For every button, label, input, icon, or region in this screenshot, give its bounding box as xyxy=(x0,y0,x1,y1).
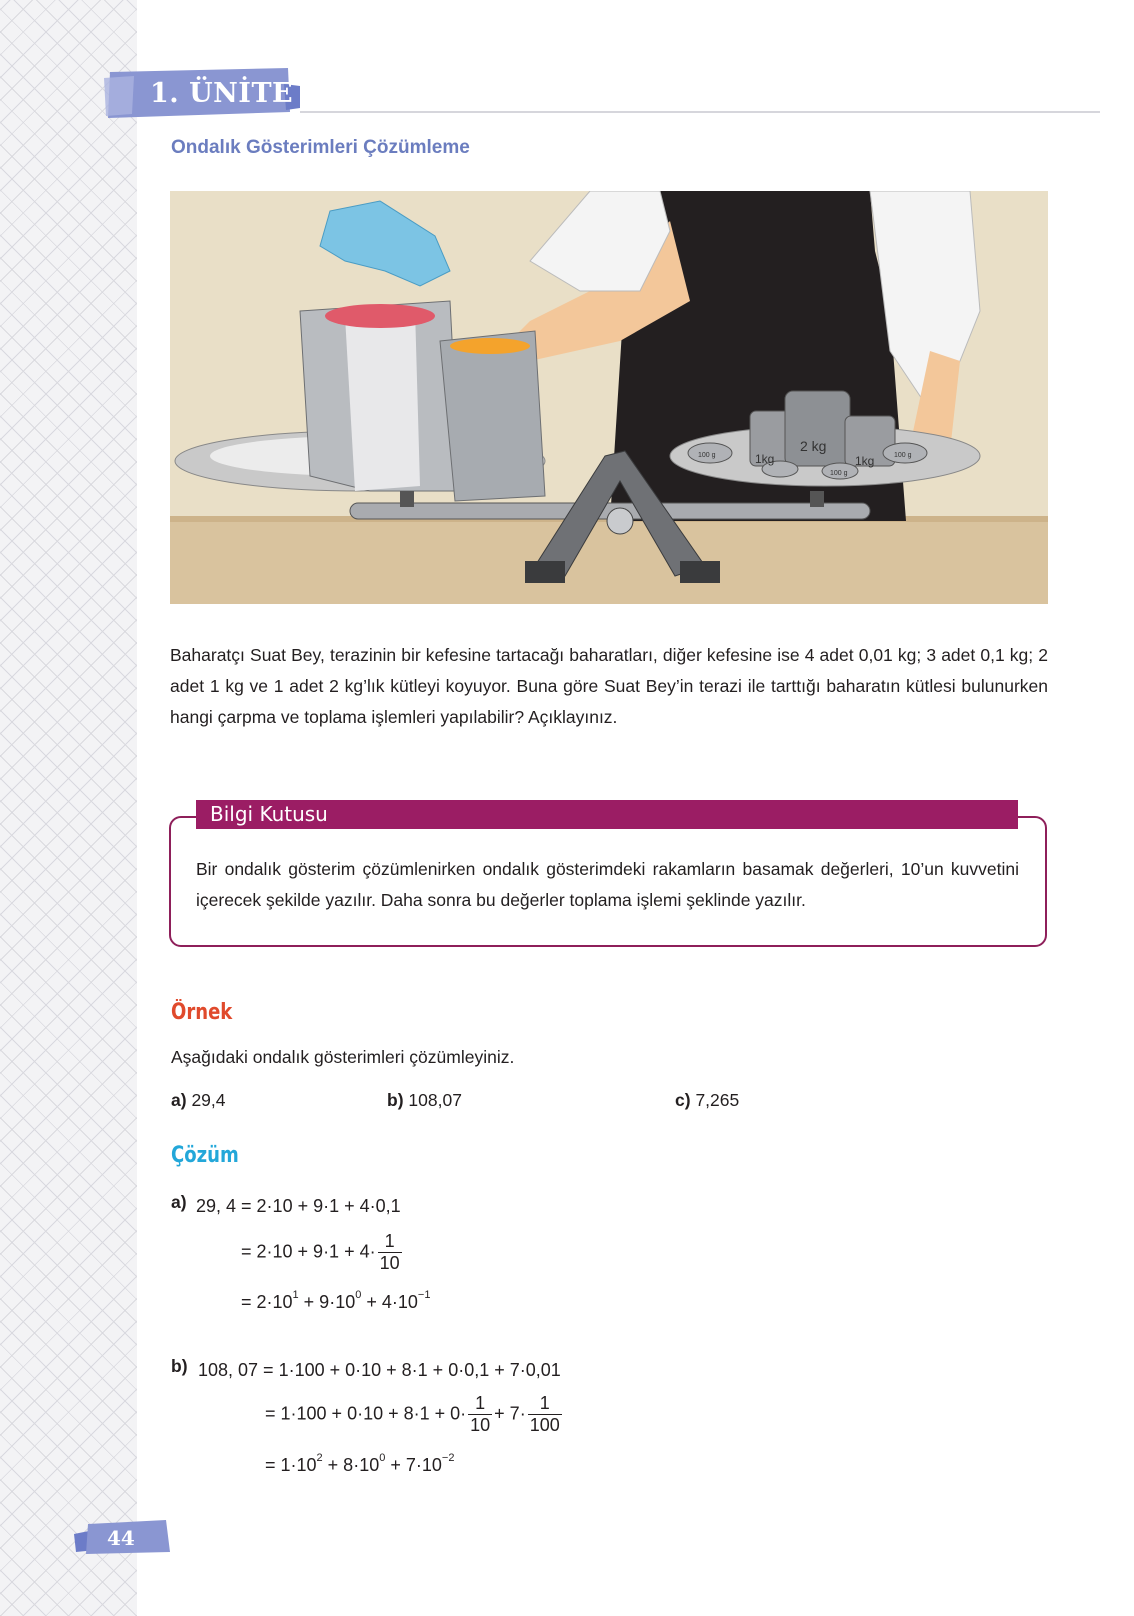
spice-scale-illustration xyxy=(170,191,1048,604)
unit-rule xyxy=(300,111,1100,113)
solution-a-line3 xyxy=(241,1289,431,1313)
solution-b-line1: 108, 07 = 1·100 + 0·10 + 8·1 + 0·0,1 + 7·0,01 xyxy=(198,1360,561,1380)
exponent: 2 xyxy=(316,1452,323,1464)
example-item-a xyxy=(171,1090,226,1111)
page-number: 44 xyxy=(107,1526,135,1550)
example-item-a-value: 29,4 xyxy=(191,1090,226,1110)
solution-a-line2-pre: = 2·10 + 9·1 + 4· xyxy=(241,1241,376,1262)
solution-heading: Çözüm xyxy=(171,1143,239,1168)
solution-b-line3 xyxy=(265,1452,455,1476)
fraction-numerator: 1 xyxy=(539,1393,550,1413)
fraction-denominator: 10 xyxy=(470,1415,491,1435)
info-box-title: Bilgi Kutusu xyxy=(210,802,328,826)
solution-a-fraction xyxy=(378,1231,402,1274)
weight-1kg-a: 1kg xyxy=(755,452,775,466)
fraction-denominator: 100 xyxy=(529,1415,560,1435)
side-pattern xyxy=(0,0,137,1616)
solution-a-line2 xyxy=(241,1231,404,1274)
example-instruction: Aşağıdaki ondalık gösterimleri çözümleyiniz. xyxy=(171,1047,515,1067)
example-item-b-value: 108,07 xyxy=(408,1090,462,1110)
term: + 7·10 xyxy=(385,1455,442,1475)
exponent: 0 xyxy=(379,1452,386,1464)
example-heading: Örnek xyxy=(171,1000,233,1025)
example-item-b xyxy=(387,1090,462,1111)
term: = 2·10 xyxy=(241,1292,293,1312)
solution-b-line2 xyxy=(265,1393,564,1436)
solution-a-label: a) xyxy=(171,1192,187,1212)
solution-b-label: b) xyxy=(171,1356,188,1376)
term: + 8·10 xyxy=(322,1455,380,1475)
term: + 9·10 xyxy=(298,1292,356,1312)
example-item-b-label: b) xyxy=(387,1090,404,1110)
exponent: −1 xyxy=(417,1289,431,1301)
section-title: Ondalık Gösterimleri Çözümleme xyxy=(171,137,470,158)
info-box-text: Bir ondalık gösterim çözümlenirken ondalık gösterimdeki rakamların basamak değerleri, 10’un kuvvetini içerecek şekilde yazılır. Daha sonra bu değerler toplama işlemi şeklinde yazılır. xyxy=(196,859,1019,910)
solution-b-fraction-1 xyxy=(468,1393,492,1436)
fraction-numerator: 1 xyxy=(475,1393,486,1413)
weight-100g-b: 100 g xyxy=(894,452,912,459)
term: = 1·10 xyxy=(265,1455,317,1475)
example-item-a-label: a) xyxy=(171,1090,187,1110)
weight-1kg-b: 1kg xyxy=(855,454,875,468)
weight-2kg: 2 kg xyxy=(800,438,827,454)
intro-paragraph: Baharatçı Suat Bey, terazinin bir kefesine tartacağı baharatları, diğer kefesine ise 4 adet 0,01 kg; 3 adet 0,1 kg; 2 adet 1 kg ve 1 adet 2 kg’lık kütleyi koyuyor. Buna göre Suat Bey’in terazi ile tarttığı baharatın kütlesi bulunurken hangi çarpma ve toplama işlemleri yapılabilir? Açıklayınız. xyxy=(170,645,1048,727)
example-item-c-value: 7,265 xyxy=(695,1090,740,1110)
exponent: 1 xyxy=(292,1289,299,1301)
weight-100g-c: 100 g xyxy=(830,470,848,477)
solution-a-line1: 29, 4 = 2·10 + 9·1 + 4·0,1 xyxy=(196,1196,401,1216)
exponent: 0 xyxy=(355,1289,362,1301)
exponent: −2 xyxy=(441,1452,455,1464)
solution-b-line2-pre: = 1·100 + 0·10 + 8·1 + 0· xyxy=(265,1403,467,1424)
fraction-numerator: 1 xyxy=(384,1231,395,1251)
example-item-c-label: c) xyxy=(675,1090,691,1110)
solution-b-fraction-2 xyxy=(528,1393,562,1436)
weight-100g-a: 100 g xyxy=(698,452,716,459)
unit-label: 1. ÜNİTE xyxy=(150,78,294,109)
term: + 4·10 xyxy=(361,1292,418,1312)
example-item-c xyxy=(675,1090,739,1111)
fraction-denominator: 10 xyxy=(379,1253,400,1273)
solution-b-line2-mid: + 7· xyxy=(494,1403,526,1424)
